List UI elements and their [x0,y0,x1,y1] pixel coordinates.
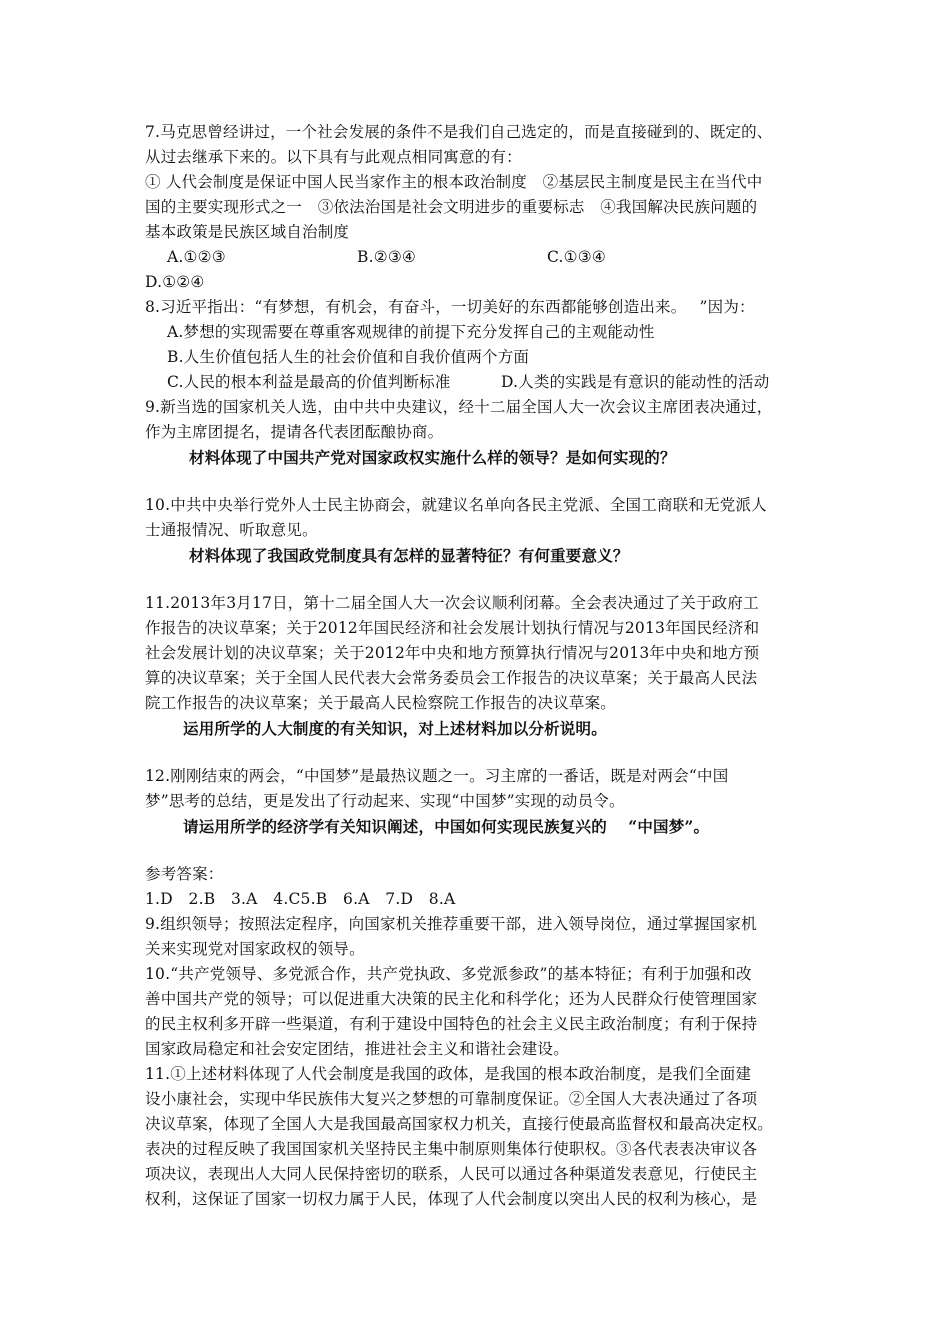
answer-9-line: 9.组织领导；按照法定程序，向国家机关推荐重要干部，进入领导岗位，通过掌握国家机 [145,915,757,933]
spacer [145,568,815,591]
answer-11-line: 项决议，表现出人大同人民保持密切的联系，人民可以通过各种渠道发表意见，行使民主 [145,1165,758,1183]
q7-option-d: D.①②④ [145,273,205,291]
question-9 [145,395,815,470]
answer-11-line: 权利，这保证了国家一切权力属于人民，体现了人代会制度以突出人民的权利为核心，是 [145,1190,758,1208]
q10-question: 材料体现了我国政党制度具有怎样的显著特征？有何重要意义？ [189,546,629,565]
q7-option-a: A.①②③ [167,248,226,266]
answer-10-line: 国家政局稳定和社会安定团结，推进社会主义和谐社会建设。 [145,1040,569,1058]
q8-option-a: A.梦想的实现需要在尊重客观规律的前提下充分发挥自己的主观能动性 [167,323,655,341]
q8-option-c: C.人民的根本利益是最高的价值判断标准 [167,373,451,391]
spacer [145,741,815,764]
q12-line: 12.刚刚结束的两会，“中国梦”是最热议题之一。习主席的一番话，既是对两会“中国 [145,767,729,785]
answer-11-line: 11.①上述材料体现了人代会制度是我国的政体，是我国的根本政治制度，是我们全面建 [145,1065,752,1083]
q7-line: 国的主要实现形式之一 ③依法治国是社会文明进步的重要标志 ④我国解决民族问题的 [145,198,758,216]
q8-stem: 8.习近平指出：“有梦想，有机会，有奋斗，一切美好的东西都能够创造出来。 ”因为： [145,298,755,316]
q7-option-b: B.②③④ [357,248,417,266]
q11-line: 算的决议草案；关于全国人民代表大会常务委员会工作报告的决议草案；关于最高人民法 [145,669,758,687]
q7-option-c: C.①③④ [547,248,606,266]
q7-line: ① 人代会制度是保证中国人民当家作主的根本政治制度 ②基层民主制度是民主在当代中 [145,173,763,191]
q11-line: 11.2013年3月17日，第十二届全国人大一次会议顺利闭幕。全会表决通过了关于政府工 [145,594,759,612]
answer-11-line: 设小康社会，实现中华民族伟大复兴之梦想的可靠制度保证。②全国人大表决通过了各项 [145,1090,758,1108]
answers-heading: 参考答案： [145,865,224,883]
spacer [145,839,815,862]
q9-line: 作为主席团提名，提请各代表团酝酿协商。 [145,423,444,441]
answers-choices: 1.D 2.B 3.A 4.C5.B 6.A 7.D 8.A [145,890,456,908]
q9-question: 材料体现了中国共产党对国家政权实施什么样的领导？是如何实现的？ [189,448,676,467]
answer-11-line: 表决的过程反映了我国国家机关坚持民主集中制原则集体行使职权。③各代表表决审议各 [145,1140,758,1158]
question-10 [145,493,815,568]
question-7 [145,120,815,295]
q12-question: 请运用所学的经济学有关知识阐述，中国如何实现民族复兴的 “中国梦”。 [183,817,710,836]
q11-line: 作报告的决议草案；关于2012年国民经济和社会发展计划执行情况与2013年国民经济和 [145,619,760,637]
q8-option-d: D.人类的实践是有意识的能动性的活动 [501,373,770,391]
q7-line: 从过去继承下来的。以下具有与此观点相同寓意的有： [145,148,522,166]
answer-10-line: 的民主权利多开辟一些渠道，有利于建设中国特色的社会主义民主政治制度；有利于保持 [145,1015,758,1033]
q11-line: 院工作报告的决议草案；关于最高人民检察院工作报告的决议草案。 [145,694,617,712]
q8-options-cd-row [145,370,815,395]
q8-option-b: B.人生价值包括人生的社会价值和自我价值两个方面 [167,348,530,366]
answer-11-line: 决议草案，体现了全国人大是我国最高国家权力机关，直接行使最高监督权和最高决定权。 [145,1115,774,1133]
document-page [145,120,815,1212]
answer-section [145,862,815,1212]
q9-line: 9.新当选的国家机关人选，由中共中央建议，经十二届全国人大一次会议主席团表决通过， [145,398,773,416]
q11-line: 社会发展计划的决议草案；关于2012年中央和地方预算执行情况与2013年中央和地方预 [145,644,760,662]
q11-question: 运用所学的人大制度的有关知识，对上述材料加以分析说明。 [183,719,607,738]
question-11 [145,591,815,741]
q7-options-row [145,245,815,270]
question-12 [145,764,815,839]
q12-line: 梦”思考的总结，更是发出了行动起来、实现“中国梦”实现的动员令。 [145,792,625,810]
answer-10-line: 善中国共产党的领导；可以促进重大决策的民主化和科学化；还为人民群众行使管理国家 [145,990,758,1008]
spacer [145,470,815,493]
q7-line: 7.马克思曾经讲过，一个社会发展的条件不是我们自己选定的，而是直接碰到的、既定的、 [145,123,773,141]
q10-line: 士通报情况、听取意见。 [145,521,318,539]
answer-10-line: 10.“共产党领导、多党派合作，共产党执政、多党派参政”的基本特征；有利于加强和改 [145,965,752,983]
q7-line: 基本政策是民族区域自治制度 [145,223,350,241]
q10-line: 10.中共中央举行党外人士民主协商会，就建议名单向各民主党派、全国工商联和无党派人 [145,496,767,514]
question-8 [145,295,815,395]
answer-9-line: 关来实现党对国家政权的领导。 [145,940,365,958]
